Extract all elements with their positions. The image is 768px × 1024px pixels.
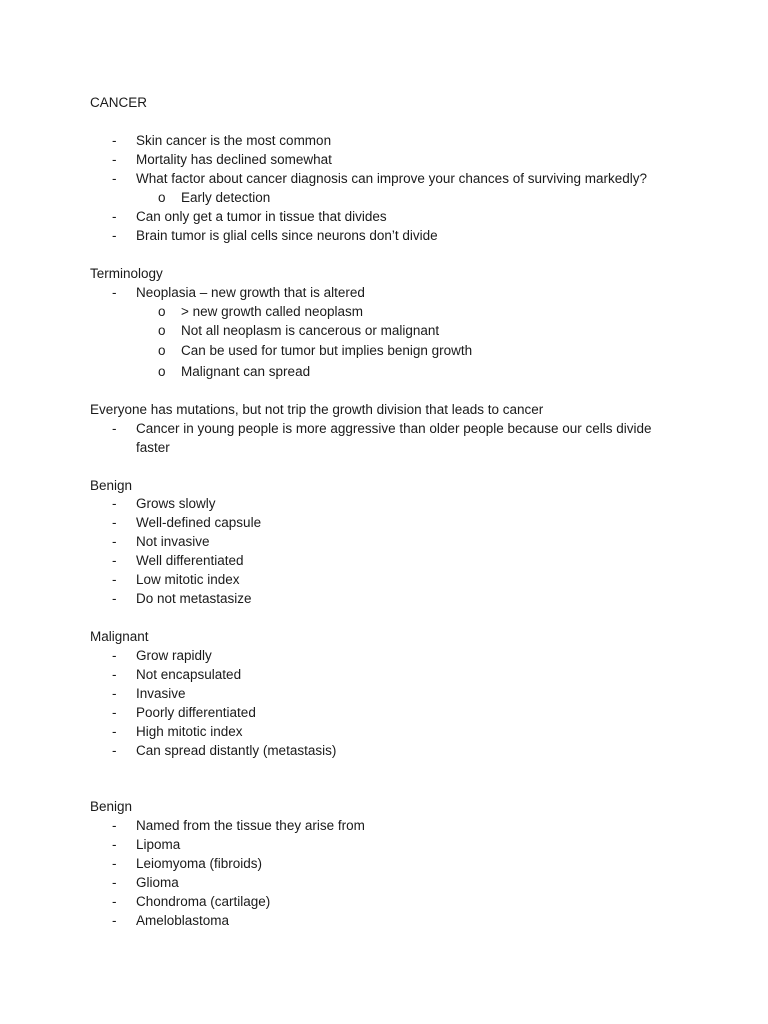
dash-marker: -: [112, 421, 117, 436]
dash-marker: -: [112, 743, 117, 758]
list-item: Grow rapidly: [136, 648, 212, 663]
dash-marker: -: [112, 667, 117, 682]
list-item: Brain tumor is glial cells since neurons don’t divide: [136, 228, 438, 243]
list-item: Named from the tissue they arise from: [136, 818, 365, 833]
list-item: Cancer in young people is more aggressive than older people because our cells divide: [136, 421, 652, 436]
dash-marker: -: [112, 515, 117, 530]
dash-marker: -: [112, 228, 117, 243]
section-heading: Benign: [90, 799, 133, 814]
dash-marker: -: [112, 913, 117, 928]
sub-list-item: Can be used for tumor but implies benign growth: [181, 343, 473, 358]
list-item: Chondroma (cartilage): [136, 894, 271, 909]
dash-marker: -: [112, 133, 117, 148]
list-item: Poorly differentiated: [136, 705, 256, 720]
list-item: Well-defined capsule: [136, 515, 262, 530]
sub-list-item: > new growth called neoplasm: [181, 304, 363, 319]
sub-list-item: Not all neoplasm is cancerous or malignant: [181, 323, 440, 338]
dash-marker: -: [112, 534, 117, 549]
dash-marker: -: [112, 818, 117, 833]
list-item: Well differentiated: [136, 553, 244, 568]
sub-list-item: Early detection: [181, 190, 271, 205]
list-item: Mortality has declined somewhat: [136, 152, 332, 167]
dash-marker: -: [112, 572, 117, 587]
list-item: Skin cancer is the most common: [136, 133, 332, 148]
dash-marker: -: [112, 171, 117, 186]
list-item-continuation: faster: [136, 440, 170, 455]
section-heading: Malignant: [90, 629, 149, 644]
sub-bullet-marker: o: [158, 190, 166, 205]
sub-bullet-marker: o: [158, 343, 166, 358]
sub-list-item: Malignant can spread: [181, 364, 311, 379]
list-item: Grows slowly: [136, 496, 216, 511]
list-item: Lipoma: [136, 837, 181, 852]
section-heading: Benign: [90, 478, 133, 493]
list-item: What factor about cancer diagnosis can improve your chances of surviving markedly?: [136, 171, 647, 186]
list-item: Neoplasia – new growth that is altered: [136, 285, 365, 300]
list-item: Can only get a tumor in tissue that divides: [136, 209, 387, 224]
dash-marker: -: [112, 591, 117, 606]
dash-marker: -: [112, 875, 117, 890]
dash-marker: -: [112, 285, 117, 300]
list-item: Low mitotic index: [136, 572, 240, 587]
list-item: Not invasive: [136, 534, 210, 549]
section-heading: CANCER: [90, 95, 148, 110]
dash-marker: -: [112, 553, 117, 568]
list-item: Glioma: [136, 875, 179, 890]
list-item: Can spread distantly (metastasis): [136, 743, 337, 758]
dash-marker: -: [112, 152, 117, 167]
dash-marker: -: [112, 686, 117, 701]
dash-marker: -: [112, 837, 117, 852]
sub-bullet-marker: o: [158, 323, 166, 338]
dash-marker: -: [112, 705, 117, 720]
list-item: Not encapsulated: [136, 667, 242, 682]
dash-marker: -: [112, 724, 117, 739]
dash-marker: -: [112, 894, 117, 909]
section-heading: Everyone has mutations, but not trip the growth division that leads to cancer: [90, 402, 544, 417]
list-item: High mitotic index: [136, 724, 243, 739]
dash-marker: -: [112, 856, 117, 871]
list-item: Do not metastasize: [136, 591, 252, 606]
dash-marker: -: [112, 496, 117, 511]
list-item: Ameloblastoma: [136, 913, 230, 928]
sub-bullet-marker: o: [158, 364, 166, 379]
list-item: Invasive: [136, 686, 186, 701]
dash-marker: -: [112, 209, 117, 224]
list-item: Leiomyoma (fibroids): [136, 856, 263, 871]
section-heading: Terminology: [90, 266, 163, 281]
sub-bullet-marker: o: [158, 304, 166, 319]
dash-marker: -: [112, 648, 117, 663]
